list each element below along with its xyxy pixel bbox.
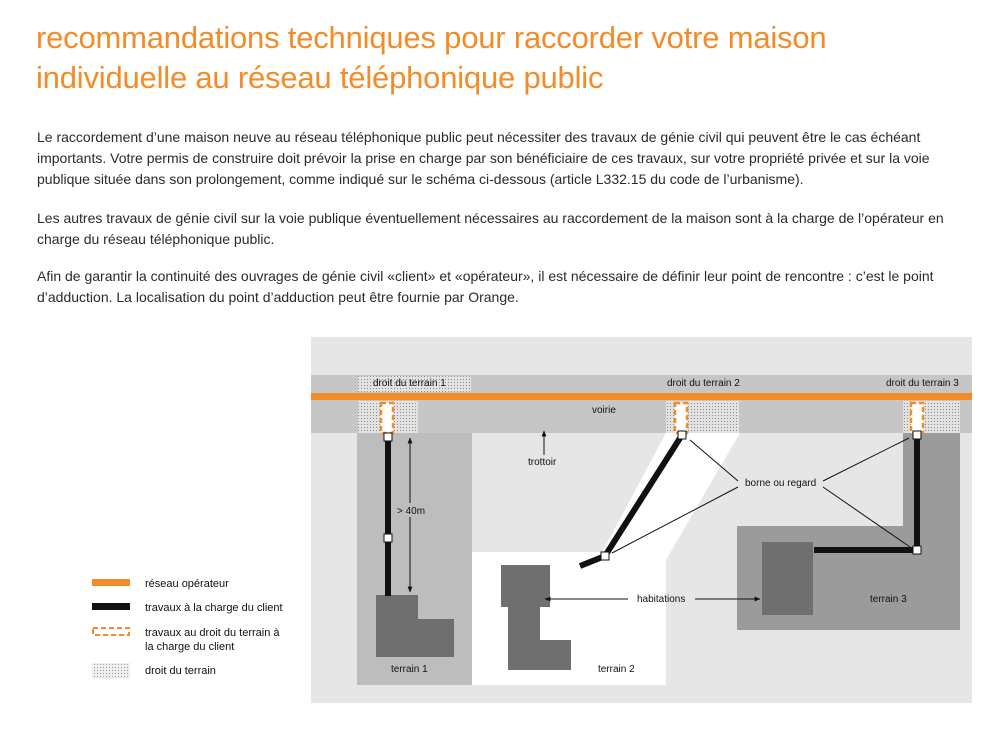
house-3 [762, 542, 813, 615]
legend-swatch-droit [92, 663, 130, 679]
legend [92, 578, 283, 679]
borne-label: borne ou regard [745, 478, 817, 489]
legend-label-client: travaux à la charge du client [145, 602, 283, 614]
distance-label: > 40m [397, 506, 426, 517]
legend-label-droit-travaux-1: travaux au droit du terrain à [145, 627, 280, 639]
terrain-label-2: terrain 2 [598, 664, 635, 675]
borne-1-mid [384, 534, 392, 542]
paragraph-operator: Les autres travaux de génie civil sur la voie publique éventuellement nécessaires au raccordement de la maison sont à la charge de l’opérateur en charge du réseau téléphonique public. [37, 210, 944, 247]
terrain-label-3: terrain 3 [870, 594, 907, 605]
plot-3-column [903, 433, 960, 533]
legend-label-droit-travaux-2: la charge du client [145, 641, 235, 653]
legend-label-operator: réseau opérateur [145, 578, 229, 590]
riser-2 [675, 403, 687, 433]
page-title: recommandations techniques pour raccorder votre maison individuelle au réseau téléphonique public [36, 20, 827, 95]
paragraph-intro: Le raccordement d’une maison neuve au réseau téléphonique public peut nécessiter des travaux de génie civil qui peuvent être le cas échéant importants. Votre permis de construire doit prévoir la prise en charge par son bénéficiaire de ces travaux, sur votre propriété privée et sur la voie publique située dans son prolongement, comme indiqué sur le schéma ci-dessous (article L332.15 du code de l’urbanisme). [37, 129, 930, 187]
paragraph-adduction: Afin de garantir la continuité des ouvrages de génie civil «client» et «opérateur», il est nécessaire de définir leur point de rencontre : c’est le point d’adduction. La localisation du point d’adduction peut être fournie par Orange. [37, 268, 934, 305]
operator-network-line [311, 393, 972, 400]
borne-3-corner [913, 546, 921, 554]
borne-1-top [384, 433, 392, 441]
trottoir-label: trottoir [528, 457, 557, 468]
legend-swatch-droit-travaux [93, 628, 129, 635]
voirie-label: voirie [592, 405, 616, 416]
habitations-label: habitations [637, 594, 686, 605]
borne-2-mid [601, 552, 609, 560]
borne-2-top [678, 431, 686, 439]
droit-label-3: droit du terrain 3 [886, 378, 959, 389]
legend-swatch-client [92, 603, 130, 610]
borne-3-top [913, 431, 921, 439]
riser-3 [911, 403, 923, 433]
legend-label-droit: droit du terrain [145, 665, 216, 677]
riser-1 [381, 403, 393, 433]
droit-label-2: droit du terrain 2 [667, 378, 740, 389]
legend-swatch-operator [92, 579, 130, 586]
droit-label-1: droit du terrain 1 [373, 378, 446, 389]
terrain-label-1: terrain 1 [391, 664, 428, 675]
